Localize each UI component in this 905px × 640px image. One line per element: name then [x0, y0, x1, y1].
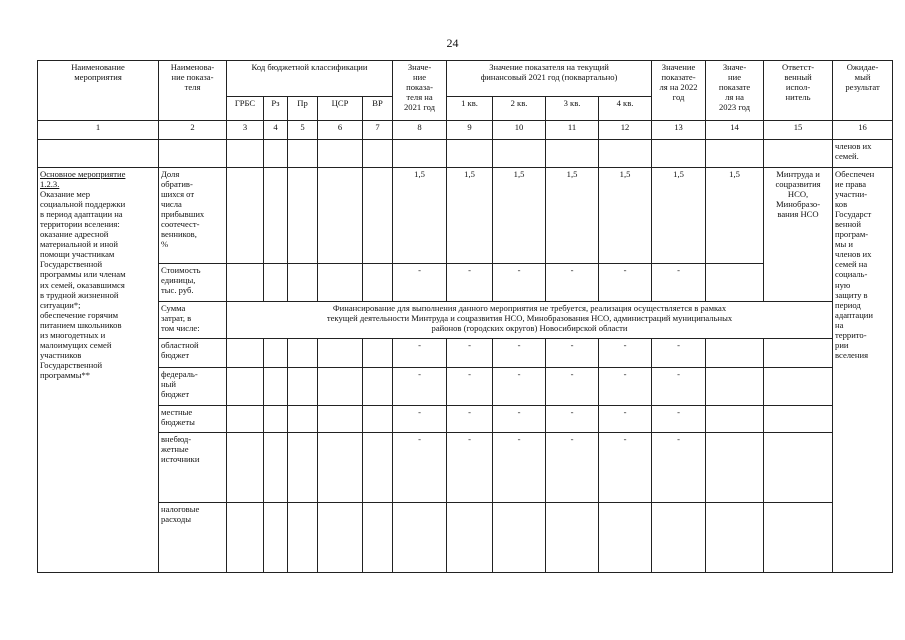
header-pr: Пр: [288, 97, 318, 121]
col-number: 5: [288, 121, 318, 140]
tax-expenditures-label: налоговые расходы: [159, 503, 227, 573]
dash-cell: -: [493, 339, 546, 368]
share-value-q2: 1,5: [493, 168, 546, 264]
dash-cell: -: [393, 368, 447, 406]
dash-cell: -: [393, 264, 447, 302]
dash-cell: -: [599, 406, 652, 433]
local-budgets-label: местные бюджеты: [159, 406, 227, 433]
share-value-2023: 1,5: [706, 168, 764, 264]
dash-cell: -: [652, 264, 706, 302]
share-value-q3: 1,5: [546, 168, 599, 264]
header-q4: 4 кв.: [599, 97, 652, 121]
col-number: 13: [652, 121, 706, 140]
dash-cell: -: [652, 368, 706, 406]
tax-expenditures-row: [38, 503, 893, 573]
offbudget-label: внебюд- жетные источники: [159, 433, 227, 503]
federal-budget-row: [38, 368, 893, 406]
header-expected-result: Ожидае- мый результат: [833, 61, 893, 121]
header-rz: Рз: [264, 97, 288, 121]
dash-cell: -: [546, 433, 599, 503]
expected-result: Обеспечен ие права участни- ков Государст венной програм- мы и членов их семей на социаль- ную защиту в период адаптации на террито- рии вселения: [833, 168, 893, 573]
col-number: 2: [159, 121, 227, 140]
header-vr: ВР: [363, 97, 393, 121]
share-value-q1: 1,5: [447, 168, 493, 264]
header-executor: Ответст- венный испол- нитель: [764, 61, 833, 121]
dash-cell: -: [546, 264, 599, 302]
continuation-row: [38, 140, 893, 168]
dash-cell: -: [493, 406, 546, 433]
dash-cell: -: [599, 433, 652, 503]
dash-cell: -: [447, 433, 493, 503]
col-number: 10: [493, 121, 546, 140]
col-number: 1: [38, 121, 159, 140]
event-code: Основное мероприятие 1.2.3.: [40, 169, 126, 190]
share-value-2022: 1,5: [652, 168, 706, 264]
dash-cell: -: [493, 264, 546, 302]
col-number: 14: [706, 121, 764, 140]
header-value-2022: Значение показате- ля на 2022 год: [652, 61, 706, 121]
dash-cell: -: [447, 406, 493, 433]
dash-cell: -: [546, 339, 599, 368]
continued-result: членов их семей.: [833, 140, 893, 168]
share-indicator-row: [38, 168, 893, 264]
header-csr: ЦСР: [318, 97, 363, 121]
col-number: 16: [833, 121, 893, 140]
col-number: 4: [264, 121, 288, 140]
offbudget-row: [38, 433, 893, 503]
dash-cell: -: [493, 368, 546, 406]
event-text: Оказание мер социальной поддержки в период адаптации на территории вселения: оказание адресной материальной и иной помощи участникам Государственной программы или членам их семей, оказавшимся в трудной жизненной ситуации*; обеспечение горячим питанием школьников из многодетных и малоимущих семей участников Государственной программы**: [40, 189, 126, 380]
col-number: 7: [363, 121, 393, 140]
dash-cell: -: [447, 339, 493, 368]
dash-cell: -: [546, 368, 599, 406]
dash-cell: -: [652, 339, 706, 368]
dash-cell: -: [393, 433, 447, 503]
col-number: 9: [447, 121, 493, 140]
col-number: 12: [599, 121, 652, 140]
header-current-year: Значение показателя на текущий финансовый 2021 год (поквартально): [447, 61, 652, 97]
sum-costs-row: [38, 302, 893, 339]
header-q2: 2 кв.: [493, 97, 546, 121]
program-events-table: [37, 60, 893, 573]
dash-cell: -: [599, 339, 652, 368]
header-budget-code: Код бюджетной классификации: [227, 61, 393, 97]
dash-cell: -: [599, 264, 652, 302]
share-value-q4: 1,5: [599, 168, 652, 264]
dash-cell: -: [447, 368, 493, 406]
col-number: 3: [227, 121, 264, 140]
header-q1: 1 кв.: [447, 97, 493, 121]
dash-cell: -: [652, 433, 706, 503]
col-number: 15: [764, 121, 833, 140]
dash-cell: -: [652, 406, 706, 433]
header-value-2023: Значе- ние показате ля на 2023 год: [706, 61, 764, 121]
dash-cell: -: [546, 406, 599, 433]
unit-cost-label: Стоимость единицы, тыс. руб.: [159, 264, 227, 302]
col-number: 6: [318, 121, 363, 140]
header-indicator-name: Наименова- ние показа- теля: [159, 61, 227, 121]
page-number: 24: [446, 36, 459, 50]
event-description: [38, 168, 159, 573]
dash-cell: -: [599, 368, 652, 406]
dash-cell: -: [393, 339, 447, 368]
col-number: 8: [393, 121, 447, 140]
dash-cell: -: [393, 406, 447, 433]
header-q3: 3 кв.: [546, 97, 599, 121]
share-label: Доля обратив- шихся от числа прибывших соотечест- венников, %: [159, 168, 227, 264]
col-number: 11: [546, 121, 599, 140]
executor: Минтруда и соцразвития НСО, Минобразо- вания НСО: [764, 168, 833, 302]
federal-budget-label: федераль- ный бюджет: [159, 368, 227, 406]
header-value-2021: Значе- ние показа- теля на 2021 год: [393, 61, 447, 121]
dash-cell: -: [447, 264, 493, 302]
share-value-2021: 1,5: [393, 168, 447, 264]
header-grbs: ГРБС: [227, 97, 264, 121]
regional-budget-row: [38, 339, 893, 368]
sum-label: Сумма затрат, в том числе:: [159, 302, 227, 339]
dash-cell: -: [493, 433, 546, 503]
financing-note: Финансирование для выполнения данного мероприятия не требуется, реализация осуществляется в рамках текущей деятельности Минтруда и соцразвития НСО, Минобразования НСО, администраций муниципальных районов (городских округов) Новосибирской области: [227, 302, 833, 339]
header-event-name: Наименование мероприятия: [38, 61, 159, 121]
regional-budget-label: областной бюджет: [159, 339, 227, 368]
column-numbers-row: [38, 121, 893, 140]
local-budgets-row: [38, 406, 893, 433]
